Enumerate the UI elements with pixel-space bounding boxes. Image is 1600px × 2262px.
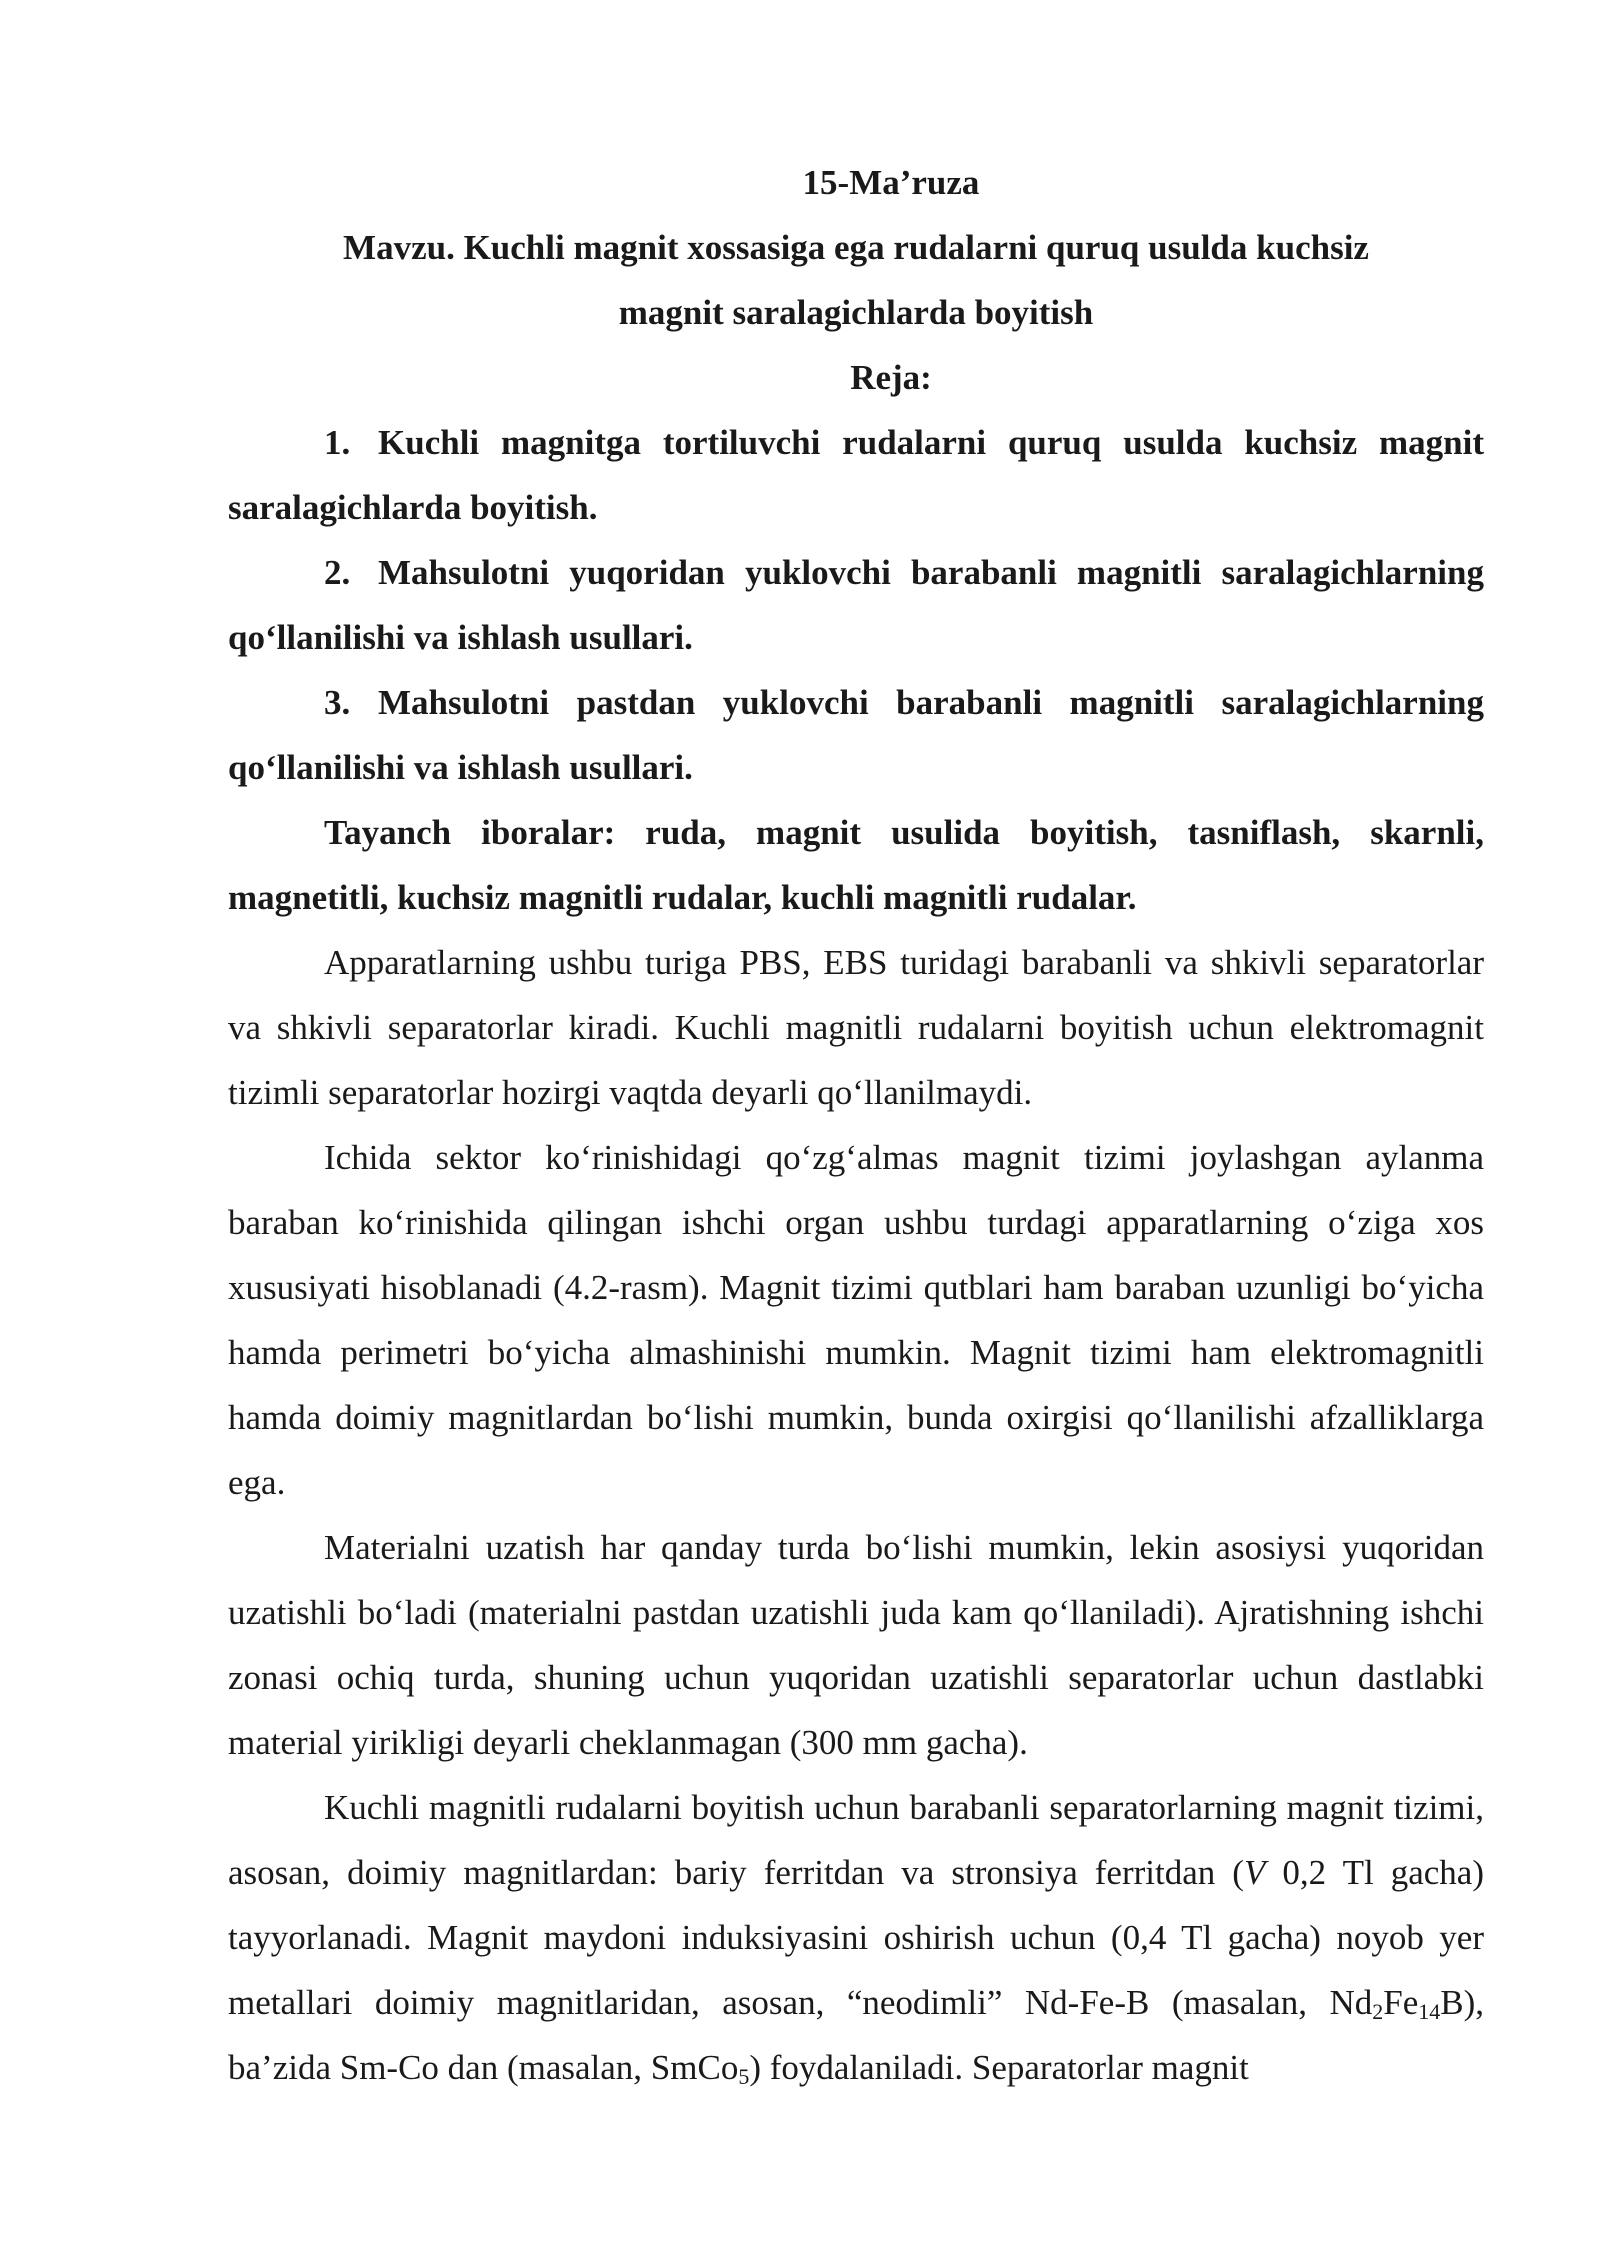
plan-item-text: Mahsulotni pastdan yuklovchi barabanli magnitli saralagichlarning qo‘llanilishi va ishlash usullari. bbox=[228, 683, 1484, 787]
text-run: Fe bbox=[1383, 1983, 1419, 2022]
plan-item bbox=[228, 410, 1484, 540]
plan-item-number: 1. bbox=[324, 423, 351, 462]
subscript: 2 bbox=[1372, 1999, 1384, 2024]
topic-line-2: magnit saralagichlarda boyitish bbox=[618, 293, 1094, 332]
text-run: Kuchli magnitli rudalarni boyitish uchun barabanli separatorlarning magnit tizimi, asosan, doimiy magnitlardan: bariy ferritdan va stronsiya ferritdan ( bbox=[228, 1788, 1484, 1892]
body-paragraph: Apparatlarning ushbu turiga PBS, EBS turidagi barabanli va shkivli separatorlar va shkivli separatorlar kiradi. Kuchli magnitli rudalarni boyitish uchun elektromagnit tizimli separatorlar hozirgi vaqtda deyarli qo‘llanilmaydi. bbox=[228, 943, 1484, 1112]
body-paragraph-last bbox=[228, 1775, 1484, 2100]
plan-title: Reja: bbox=[850, 358, 932, 397]
text-run: ) foydalaniladi. Separatorlar magnit bbox=[749, 2048, 1249, 2087]
body-paragraph: Ichida sektor ko‘rinishidagi qo‘zg‘almas magnit tizimi joylashgan aylanma baraban ko‘rinishida qilingan ishchi organ ushbu turdagi apparatlarning o‘ziga xos xususiyati hisoblanadi (4.2-rasm). Magnit tizimi qutblari ham baraban uzunligi bo‘yicha hamda perimetri bo‘yicha almashinishi mumkin. Magnit tizimi ham elektromagnitli hamda doimiy magnitlardan bo‘lishi mumkin, bunda oxirgisi qo‘llanilishi afzalliklarga ega. bbox=[228, 1138, 1484, 1502]
subscript: 14 bbox=[1418, 1999, 1441, 2024]
topic-title bbox=[228, 215, 1484, 345]
plan-item-text: Mahsulotni yuqoridan yuklovchi barabanli magnitli saralagichlarning qo‘llanilishi va ishlash usullari. bbox=[228, 553, 1484, 657]
document-page bbox=[228, 150, 1484, 2100]
lecture-number: 15-Ma’ruza bbox=[802, 163, 980, 202]
plan-item-number: 3. bbox=[324, 683, 351, 722]
subscript: 5 bbox=[738, 2064, 750, 2089]
text-run: B), ba’zida Sm-Co dan (masalan, SmCo bbox=[228, 1983, 1484, 2087]
topic-line-1: Mavzu. Kuchli magnit xossasiga ega rudalarni quruq usulda kuchsiz bbox=[343, 228, 1369, 267]
plan-item bbox=[228, 540, 1484, 670]
body-paragraph: Materialni uzatish har qanday turda bo‘lishi mumkin, lekin asosiysi yuqoridan uzatishli bo‘ladi (materialni pastdan uzatishli juda kam qo‘llaniladi). Ajratishning ishchi zonasi ochiq turda, shuning uchun yuqoridan uzatishli separatorlar uchun dastlabki material yirikligi deyarli cheklanmagan (300 mm gacha). bbox=[228, 1528, 1484, 1762]
plan-item-text: Kuchli magnitga tortiluvchi rudalarni quruq usulda kuchsiz magnit saralagichlarda boyitish. bbox=[228, 423, 1484, 527]
italic-symbol: V bbox=[1243, 1853, 1266, 1892]
keywords-paragraph: Tayanch iboralar: ruda, magnit usulida boyitish, tasniflash, skarnli, magnetitli, kuchsiz magnitli rudalar, kuchli magnitli rudalar. bbox=[228, 813, 1484, 917]
text-run: 0,2 Tl gacha) tayyorlanadi. Magnit maydoni induksiyasini oshirish uchun (0,4 Tl gacha) noyob yer metallari doimiy magnitlaridan, asosan, “neodimli” Nd-Fe-B (masalan, Nd bbox=[228, 1853, 1484, 2022]
plan-item bbox=[228, 670, 1484, 800]
plan-item-number: 2. bbox=[324, 553, 351, 592]
